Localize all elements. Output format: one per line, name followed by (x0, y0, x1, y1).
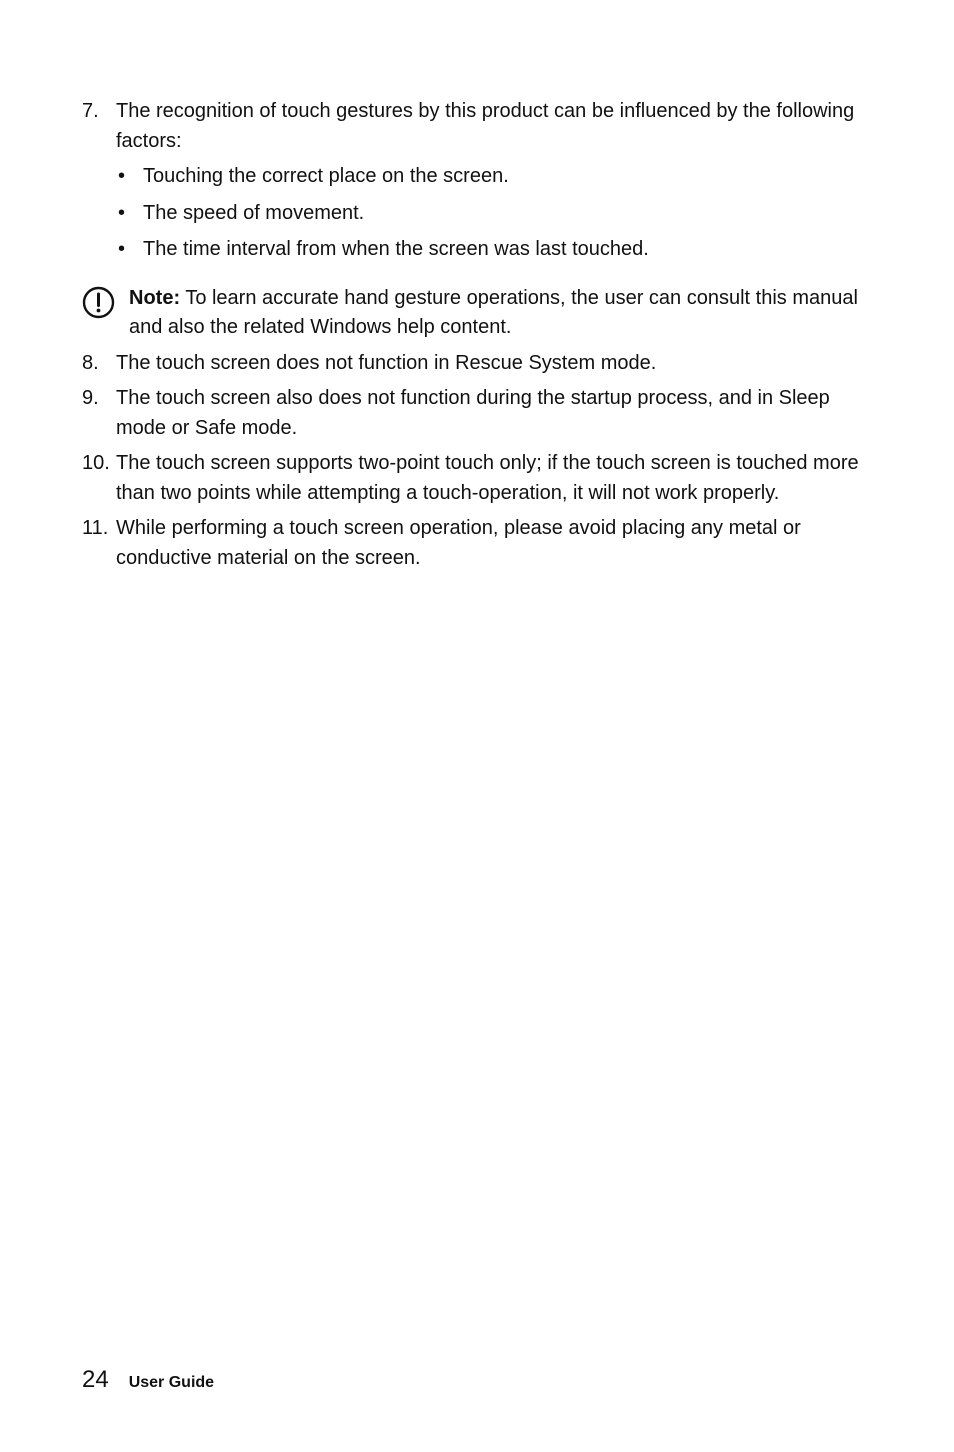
bullet-icon: • (118, 238, 126, 260)
list-item-number: 10. (82, 452, 110, 474)
page-number: 24 (82, 1366, 109, 1393)
list-item-number: 7. (82, 100, 99, 122)
list-item-text: The touch screen supports two-point touch only; if the touch screen is touched more than two points while attempting a touch-operation, it will not work properly. (116, 452, 859, 504)
bullet-text: The time interval from when the screen was last touched. (143, 238, 649, 260)
list-item-number: 8. (82, 351, 99, 374)
bullet-icon: • (118, 165, 126, 187)
list-item-number: 11. (82, 517, 109, 539)
bullet-text: The speed of movement. (143, 201, 365, 224)
list-item-11 (82, 514, 862, 573)
bullet-item (116, 162, 862, 192)
list-item-text: The touch screen does not function in Rescue System mode. (116, 351, 657, 374)
list-item-text: The touch screen also does not function during the startup process, and in Sleep mode or Safe mode. (116, 387, 830, 439)
bullet-text: Touching the correct place on the screen. (143, 165, 509, 187)
bullet-icon: • (118, 201, 126, 224)
list-item-number: 9. (82, 387, 99, 409)
note-text (129, 284, 862, 343)
list-item-8 (82, 349, 862, 379)
list-item-text: While performing a touch screen operation, please avoid placing any metal or conductive material on the screen. (116, 517, 801, 569)
note-block (82, 284, 862, 343)
page-footer (82, 1366, 214, 1394)
numbered-list (82, 97, 862, 579)
note-body: To learn accurate hand gesture operations, the user can consult this manual and also the related Windows help content. (129, 286, 858, 338)
list-item-10 (82, 449, 862, 508)
factor-bullet-list (116, 162, 862, 265)
bullet-item (116, 199, 862, 229)
note-label: Note: (129, 286, 181, 309)
list-item-content (116, 97, 862, 272)
list-item-9 (82, 384, 862, 443)
document-title: User Guide (128, 1374, 215, 1391)
bullet-item (116, 235, 862, 265)
exclamation-circle-icon (82, 284, 129, 343)
list-item-7 (82, 97, 862, 272)
list-item-text: The recognition of touch gestures by this product can be influenced by the following factors: (116, 100, 855, 152)
